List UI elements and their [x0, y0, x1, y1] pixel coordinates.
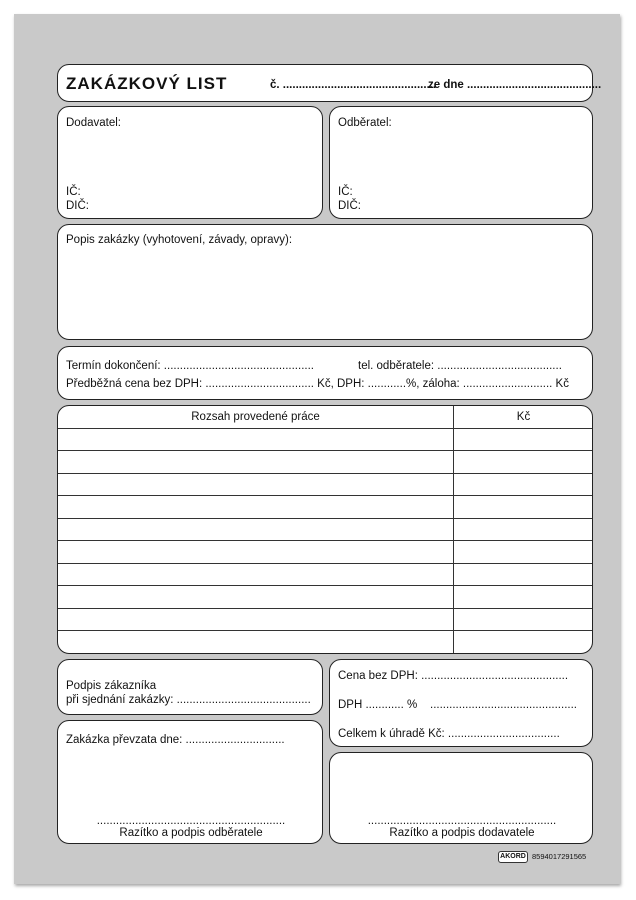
description-label: Popis zakázky (vyhotovení, závady, opravy):: [66, 234, 293, 246]
customer-sign-field[interactable]: při sjednání zakázky: ..........................................: [66, 694, 311, 706]
table-row[interactable]: [58, 540, 592, 541]
price-column-divider: [453, 406, 454, 653]
supplier-ic-label: IČ:: [66, 186, 81, 198]
table-row[interactable]: [58, 428, 592, 429]
description-box: [57, 224, 593, 340]
table-row[interactable]: [58, 608, 592, 609]
phone-field[interactable]: tel. odběratele: .......................................: [358, 360, 562, 372]
table-row[interactable]: [58, 473, 592, 474]
supplier-label: Dodavatel:: [66, 117, 121, 129]
table-row[interactable]: [58, 585, 592, 586]
form-title: ZAKÁZKOVÝ LIST: [66, 74, 228, 93]
table-row[interactable]: [58, 450, 592, 451]
brand-logo: [498, 851, 528, 863]
table-row[interactable]: [58, 630, 592, 631]
brand-name: AKORD: [500, 853, 526, 860]
customer-signature-line[interactable]: ...........................................................: [96, 815, 286, 827]
header-box: [57, 64, 602, 102]
completion-field[interactable]: Termín dokončení: ...............................................: [66, 360, 314, 372]
supplier-stamp-label: Razítko a podpis dodavatele: [389, 827, 535, 839]
vat-amount-field[interactable]: ..............................................: [430, 699, 577, 711]
date-field[interactable]: ze dne ..........................................: [428, 79, 602, 91]
customer-label: Odběratel:: [338, 117, 392, 129]
supplier-dic-label: DIČ:: [66, 200, 89, 212]
total-field[interactable]: Celkem k úhradě Kč: ...................................: [338, 728, 560, 740]
price-summary-box: [329, 659, 593, 747]
barcode-number: 8594017291565: [532, 852, 587, 861]
vat-field[interactable]: DPH ............ %: [338, 699, 418, 711]
taken-over-box: [57, 720, 323, 844]
price-column-header: Kč: [516, 411, 531, 423]
work-column-header: Rozsah provedené práce: [191, 411, 320, 423]
customer-order-sign-box: [57, 659, 323, 715]
customer-dic-label: DIČ:: [338, 200, 361, 212]
customer-box: [329, 106, 593, 219]
price-field[interactable]: Předběžná cena bez DPH: .................................. Kč, DPH: ............%, záloha: ............................ Kč: [66, 378, 569, 390]
form-sheet: [14, 14, 620, 884]
customer-sign-label: Podpis zákazníka: [66, 680, 157, 692]
number-field[interactable]: č. ................................................: [270, 79, 437, 91]
work-table: [57, 405, 593, 654]
supplier-box: [57, 106, 323, 219]
table-row[interactable]: [58, 563, 592, 564]
terms-box: [57, 346, 593, 400]
table-row[interactable]: [58, 495, 592, 496]
customer-ic-label: IČ:: [338, 186, 353, 198]
table-row[interactable]: [58, 518, 592, 519]
taken-over-field[interactable]: Zakázka převzata dne: ...............................: [66, 734, 285, 746]
price-no-vat-field[interactable]: Cena bez DPH: ..............................................: [338, 670, 569, 682]
supplier-stamp-box: [329, 752, 593, 844]
customer-stamp-label: Razítko a podpis odběratele: [119, 827, 263, 839]
supplier-signature-line[interactable]: ...........................................................: [367, 815, 557, 827]
